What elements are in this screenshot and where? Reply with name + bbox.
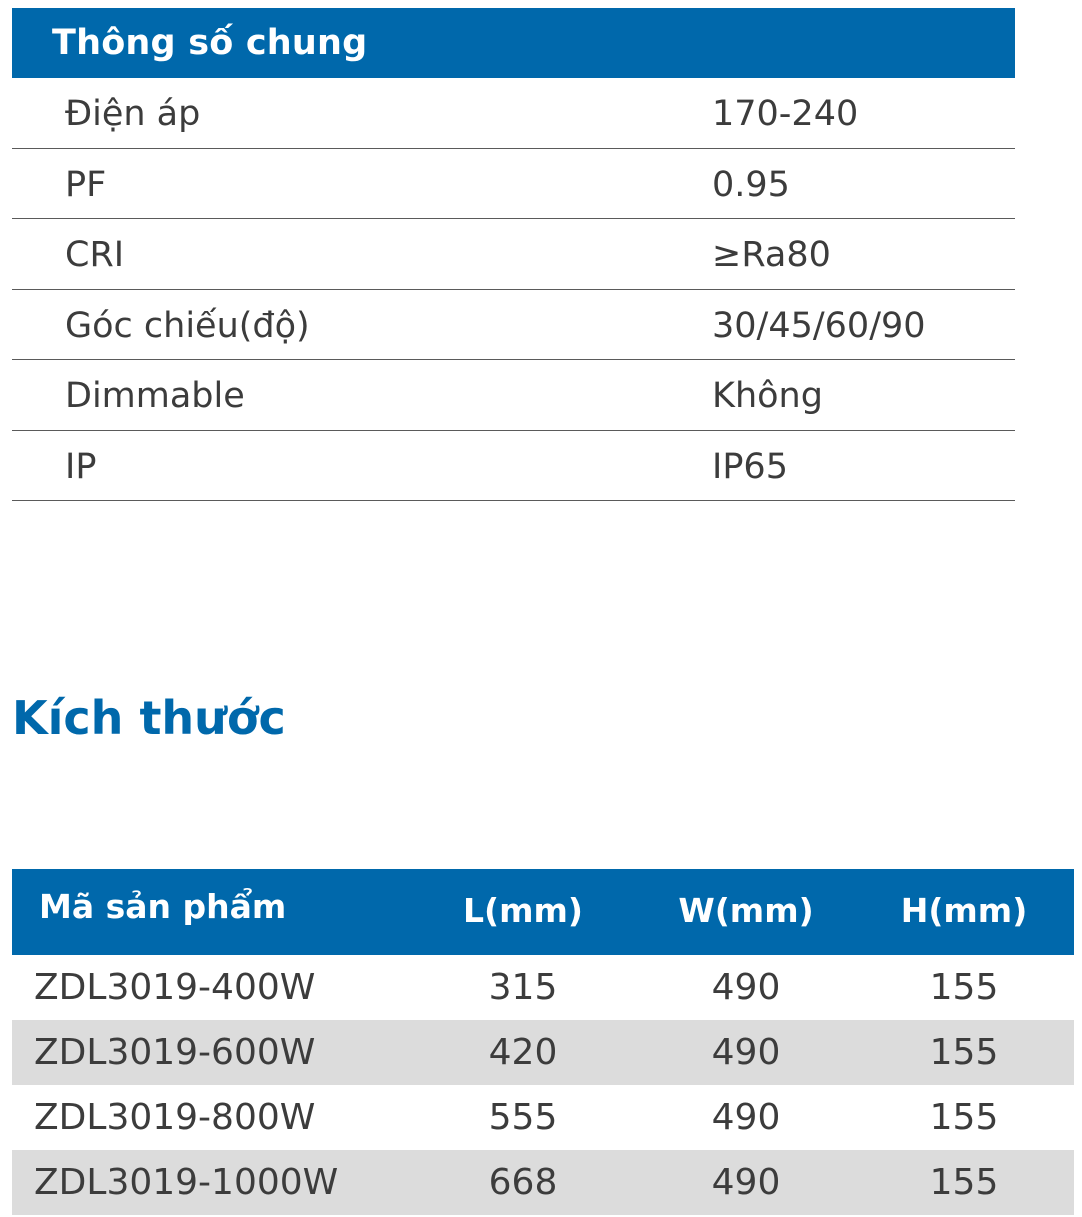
cell-height: 155 <box>929 967 999 1008</box>
cell-height: 155 <box>929 1032 999 1073</box>
cell-length: 420 <box>488 1032 558 1073</box>
spec-value: IP65 <box>712 446 788 487</box>
spec-row-dimmable <box>12 360 1015 431</box>
cell-length: 555 <box>488 1097 558 1138</box>
cell-width: 490 <box>711 1097 781 1138</box>
cell-product-code: ZDL3019-1000W <box>34 1162 339 1203</box>
spec-row-ip <box>12 431 1015 502</box>
dimensions-heading: Kích thước <box>12 691 286 745</box>
spec-label: Điện áp <box>65 94 201 134</box>
table-row <box>12 1020 1074 1085</box>
cell-width: 490 <box>711 1032 781 1073</box>
spec-label: IP <box>65 446 97 487</box>
cell-width: 490 <box>711 967 781 1008</box>
spec-value: 30/45/60/90 <box>712 305 926 346</box>
spec-row-voltage <box>12 78 1015 149</box>
spec-value: ≥Ra80 <box>712 235 831 275</box>
spec-row-beam-angle <box>12 290 1015 361</box>
spec-label: CRI <box>65 235 125 275</box>
cell-height: 155 <box>929 1097 999 1138</box>
table-row <box>12 1150 1074 1215</box>
table-row <box>12 955 1074 1020</box>
spec-row-pf <box>12 149 1015 220</box>
spec-label: Góc chiếu(độ) <box>65 305 310 346</box>
general-specs-title: Thông số chung <box>12 8 1015 78</box>
table-row <box>12 1085 1074 1150</box>
cell-product-code: ZDL3019-400W <box>34 967 316 1008</box>
header-width: W(mm) <box>678 891 814 930</box>
spec-value: 0.95 <box>712 164 790 205</box>
header-product-code: Mã sản phẩm <box>39 887 287 926</box>
header-length: L(mm) <box>463 891 583 930</box>
header-height: H(mm) <box>900 891 1028 930</box>
dimensions-table-header <box>12 869 1074 955</box>
cell-width: 490 <box>711 1162 781 1203</box>
spec-label: PF <box>65 164 107 205</box>
spec-label: Dimmable <box>65 376 245 416</box>
spec-row-cri <box>12 219 1015 290</box>
spec-value: Không <box>712 376 823 416</box>
general-specs-table <box>12 8 1015 501</box>
cell-product-code: ZDL3019-800W <box>34 1097 316 1138</box>
spec-value: 170-240 <box>712 94 859 134</box>
cell-length: 668 <box>488 1162 558 1203</box>
cell-height: 155 <box>929 1162 999 1203</box>
cell-length: 315 <box>488 967 558 1008</box>
dimensions-table <box>12 869 1074 1215</box>
cell-product-code: ZDL3019-600W <box>34 1032 316 1073</box>
